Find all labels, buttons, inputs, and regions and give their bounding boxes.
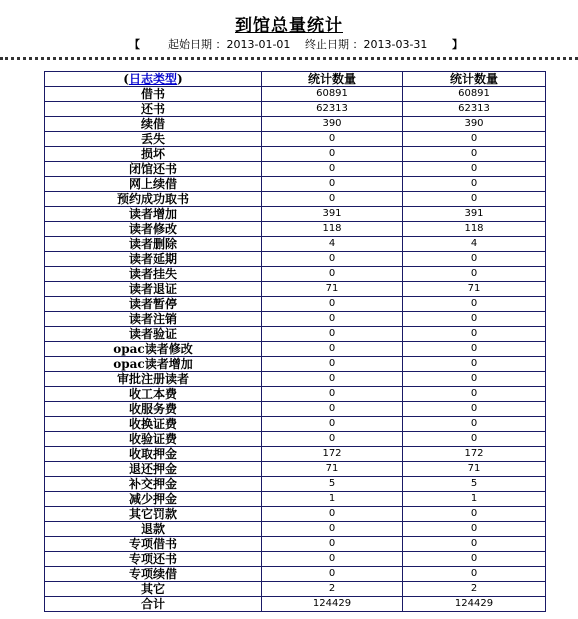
row-label: 读者删除 [45,237,262,252]
table-row [45,402,546,417]
row-count-2: 0 [403,192,546,207]
row-count-1: 60891 [262,87,403,102]
row-label: 预约成功取书 [45,192,262,207]
row-count-1: 0 [262,387,403,402]
row-count-2: 4 [403,237,546,252]
row-count-2: 0 [403,267,546,282]
row-label: 收服务费 [45,402,262,417]
bracket-right: 】 [452,38,463,51]
row-label: 读者修改 [45,222,262,237]
row-count-1: 0 [262,132,403,147]
row-label: 读者暂停 [45,297,262,312]
header-count-1: 统计数量 [262,72,403,87]
row-count-1: 0 [262,147,403,162]
table-row [45,342,546,357]
table-row [45,462,546,477]
row-count-1: 391 [262,207,403,222]
row-count-2: 0 [403,327,546,342]
row-count-1: 5 [262,477,403,492]
table-row [45,312,546,327]
row-count-2: 0 [403,417,546,432]
row-count-2: 0 [403,162,546,177]
start-date-label: 起始日期 ：2013-01-01 [168,38,291,51]
page-title: 到馆总量统计 [235,16,343,36]
row-label: 退款 [45,522,262,537]
table-row [45,417,546,432]
row-label: 收取押金 [45,447,262,462]
table-row [45,537,546,552]
row-label: 读者增加 [45,207,262,222]
row-count-1: 1 [262,492,403,507]
row-count-2: 0 [403,402,546,417]
row-count-2: 0 [403,252,546,267]
row-count-1: 124429 [262,597,403,612]
row-label: 收验证费 [45,432,262,447]
row-count-2: 0 [403,357,546,372]
row-count-1: 0 [262,267,403,282]
table-row [45,102,546,117]
row-label: 读者验证 [45,327,262,342]
row-count-1: 0 [262,297,403,312]
table-row [45,192,546,207]
header-log-type: (日志类型) [45,72,262,87]
row-count-1: 0 [262,357,403,372]
row-label: 收换证费 [45,417,262,432]
table-row [45,132,546,147]
row-label: 损坏 [45,147,262,162]
row-count-1: 0 [262,192,403,207]
row-count-1: 0 [262,432,403,447]
row-count-2: 0 [403,297,546,312]
row-count-1: 0 [262,312,403,327]
row-count-2: 62313 [403,102,546,117]
row-label: 其它罚款 [45,507,262,522]
row-count-2: 2 [403,582,546,597]
table-row [45,177,546,192]
table-row [45,267,546,282]
table-row [45,327,546,342]
table-header-row [45,72,546,87]
row-count-1: 0 [262,522,403,537]
row-count-2: 0 [403,342,546,357]
row-count-2: 1 [403,492,546,507]
dotted-divider [0,57,578,60]
row-count-2: 124429 [403,597,546,612]
row-label: 专项还书 [45,552,262,567]
row-label: 退还押金 [45,462,262,477]
table-row [45,87,546,102]
row-count-1: 62313 [262,102,403,117]
table-row [45,552,546,567]
table-row [45,567,546,582]
table-row [45,387,546,402]
row-count-2: 0 [403,132,546,147]
row-count-1: 0 [262,552,403,567]
table-row [45,597,546,612]
row-count-2: 0 [403,387,546,402]
table-row [45,507,546,522]
row-count-1: 71 [262,282,403,297]
row-count-2: 0 [403,537,546,552]
row-count-1: 390 [262,117,403,132]
table-row [45,147,546,162]
row-label: 读者挂失 [45,267,262,282]
table-row [45,522,546,537]
cutoff-footer [0,612,578,619]
row-label: 闭馆还书 [45,162,262,177]
table-row [45,237,546,252]
row-count-2: 60891 [403,87,546,102]
row-count-2: 71 [403,282,546,297]
row-count-2: 71 [403,462,546,477]
row-count-1: 0 [262,177,403,192]
row-label: 读者退证 [45,282,262,297]
row-label: 丢失 [45,132,262,147]
table-row [45,582,546,597]
row-count-2: 0 [403,522,546,537]
start-date-value: 2013-01-01 [226,38,291,51]
row-count-2: 0 [403,177,546,192]
table-row [45,297,546,312]
row-label: 合计 [45,597,262,612]
table-row [45,162,546,177]
row-label: 收工本费 [45,387,262,402]
row-label: 还书 [45,102,262,117]
row-count-2: 0 [403,507,546,522]
row-label: 读者延期 [45,252,262,267]
row-label: 专项续借 [45,567,262,582]
row-label: 网上续借 [45,177,262,192]
row-count-2: 0 [403,312,546,327]
table-row [45,357,546,372]
table-row [45,117,546,132]
header-count-2: 统计数量 [403,72,546,87]
row-count-2: 391 [403,207,546,222]
row-label: 减少押金 [45,492,262,507]
row-count-1: 172 [262,447,403,462]
row-count-1: 0 [262,417,403,432]
row-count-2: 5 [403,477,546,492]
row-count-2: 0 [403,552,546,567]
row-count-1: 0 [262,162,403,177]
table-row [45,477,546,492]
row-count-1: 0 [262,402,403,417]
row-count-1: 71 [262,462,403,477]
table-row [45,447,546,462]
table-row [45,207,546,222]
row-count-2: 390 [403,117,546,132]
row-count-2: 172 [403,447,546,462]
row-count-1: 0 [262,372,403,387]
bracket-left: 【 [129,38,140,51]
table-row [45,372,546,387]
table-row [45,282,546,297]
row-count-2: 0 [403,567,546,582]
row-label: opac读者增加 [45,357,262,372]
row-label: 补交押金 [45,477,262,492]
row-count-1: 4 [262,237,403,252]
row-count-2: 0 [403,432,546,447]
row-label: 续借 [45,117,262,132]
row-count-1: 0 [262,327,403,342]
row-count-1: 0 [262,567,403,582]
row-count-2: 0 [403,372,546,387]
table-row [45,492,546,507]
row-count-1: 2 [262,582,403,597]
table-row [45,222,546,237]
row-label: 读者注销 [45,312,262,327]
statistics-table [44,71,546,612]
row-count-1: 118 [262,222,403,237]
log-type-sort-link[interactable]: 日志类型 [128,72,177,86]
row-count-1: 0 [262,537,403,552]
row-label: 借书 [45,87,262,102]
row-label: 专项借书 [45,537,262,552]
row-count-1: 0 [262,252,403,267]
row-count-1: 0 [262,342,403,357]
row-count-1: 0 [262,507,403,522]
table-row [45,252,546,267]
table-row [45,432,546,447]
end-date-label: 终止日期 ：2013-03-31 [305,38,428,51]
row-count-2: 0 [403,147,546,162]
row-label: 审批注册读者 [45,372,262,387]
row-label: opac读者修改 [45,342,262,357]
row-count-2: 118 [403,222,546,237]
row-label: 其它 [45,582,262,597]
end-date-value: 2013-03-31 [363,38,428,51]
